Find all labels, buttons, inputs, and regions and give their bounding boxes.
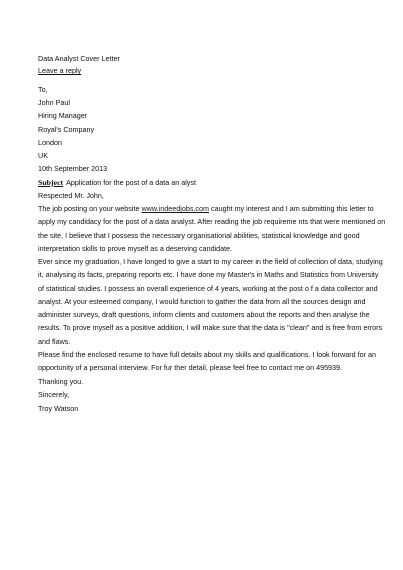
paragraph-1-line-2: apply my candidacy for the post of a data analyst. After reading the job requireme nts that were mentioned on [38, 217, 386, 227]
paragraph-2-line-4: analyst. At your esteemed company, I would function to gather the data from all the sources design and [38, 296, 366, 306]
paragraph-1-text: The job posting on your website [38, 204, 142, 213]
recipient-name: John Paul [38, 98, 70, 107]
paragraph-2-line-2: it, analysing its facts, preparing reports etc. I have done my Master's in Maths and Statistics from University [38, 270, 379, 280]
leave-reply-link[interactable]: Leave a reply [38, 66, 82, 75]
recipient-role: Hiring Manager [38, 111, 88, 120]
signature-name: Troy Watson [38, 404, 79, 413]
paragraph-3-line-1: Please find the enclosed resume to have full details about my skills and qualifications. I look forward for an [38, 350, 376, 359]
paragraph-3-line-2: opportunity of a personal interview. For fur ther detail, please feel free to contact me on 495939. [38, 363, 343, 373]
recipient-country: UK [38, 151, 48, 160]
paragraph-1-text: caught my interest and I am submitting this letter to [209, 204, 374, 213]
paragraph-2-line-5: administer surveys, draft questions, inform clients and customers about the reports and then analyse the [38, 310, 370, 320]
salutation: Respected Mr. John, [38, 191, 104, 200]
subject-line [38, 178, 196, 187]
thanks-line: Thanking you. [38, 377, 84, 386]
paragraph-1-line-1 [38, 202, 374, 215]
website-link[interactable]: www.indeedjobs.com [141, 204, 209, 213]
paragraph-2 [38, 255, 383, 348]
subject-label: Subject [38, 178, 64, 187]
paragraph-1-line-4: interpretation skills to prove myself as a deserving candidate. [38, 243, 233, 253]
document-title: Data Analyst Cover Letter [38, 54, 120, 63]
paragraph-1-line-3: the site, I believe that I possess the necessary organisational abilities, statistical knowledge and good [38, 230, 360, 240]
paragraph-2-line-7: and flaws. [38, 336, 71, 346]
paragraph-1 [38, 202, 386, 255]
paragraph-2-line-6: results. To prove myself as a positive addition, I will make sure that the data is "clean" and is free from errors [38, 323, 383, 333]
closing-line: Sincerely, [38, 390, 70, 399]
recipient-city: London [38, 138, 62, 147]
recipient-greeting: To, [38, 85, 48, 94]
paragraph-2-line-3: of statistical studies. I possess an overall experience of 4 years, working at the post o f a data collector and [38, 283, 378, 293]
recipient-company: Royal's Company [38, 125, 95, 134]
subject-text: Application for the post of a data an alyst [66, 178, 196, 187]
letter-date: 10th September 2013 [38, 164, 108, 173]
paragraph-2-line-1: Ever since my graduation, I have longed to give a start to my career in the field of collection of data, studying [38, 257, 383, 266]
paragraph-3 [38, 348, 376, 375]
